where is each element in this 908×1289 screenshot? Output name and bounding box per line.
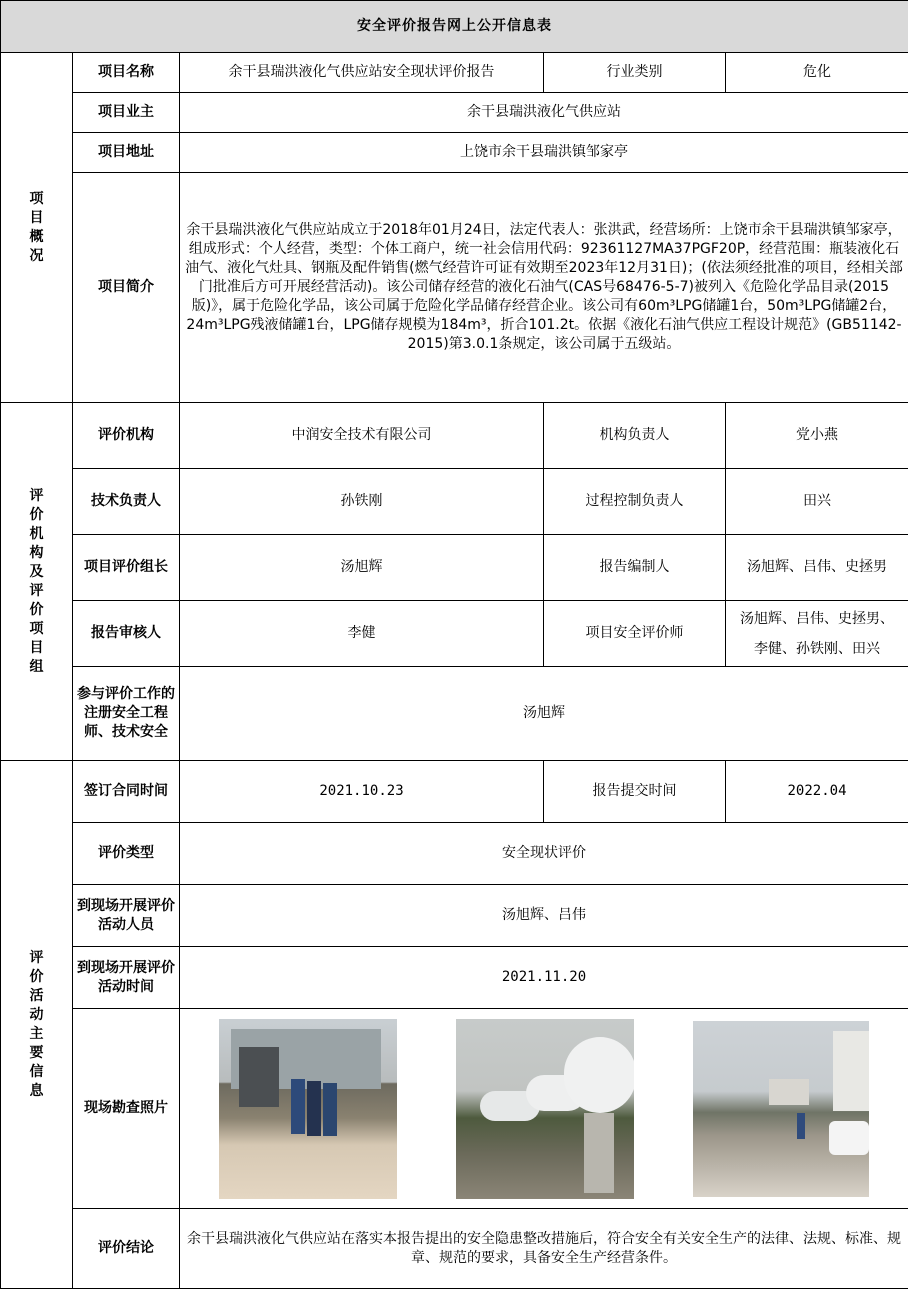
- project-intro-value: 余干县瑞洪液化气供应站成立于2018年01月24日，法定代表人：张洪武，经营场所：上饶市余干县瑞洪镇邹家亭，组成形式：个人经营，类型：个体工商户，统一社会信用代码：92361127MA37PGF20P，经营范围：瓶装液化石油气、液化气灶具、钢瓶及配件销售(燃气经营许可证有效期至2023年12月31日)；(依法须经批准的项目，经相关部门批准后方可开展经营活动)。该公司储存经营的液化石油气(CAS号68476-5-7)被列入《危险化学品目录(2015版)》，属于危险化学品，该公司属于危险化学品储存经营企业。该公司有60m³LPG储罐1台，50m³LPG储罐2台，24m³LPG残液储罐1台，LPG储存规模为184m³，折合101.2t。依据《液化石油气供应工程设计规范》(GB51142-2015)第3.0.1条规定，该公司属于五级站。: [180, 173, 908, 403]
- site-photo-1: [219, 1019, 397, 1199]
- onsite-staff-value: 汤旭辉、吕伟: [180, 885, 908, 947]
- compiler-value: 汤旭辉、吕伟、史拯男: [726, 535, 908, 601]
- conclusion-label: 评价结论: [73, 1209, 180, 1289]
- project-name-label: 项目名称: [73, 53, 180, 93]
- section-activity: 评价活动主要信息: [1, 761, 73, 1289]
- onsite-time-value: 2021.11.20: [180, 947, 908, 1009]
- reviewer-label: 报告审核人: [73, 601, 180, 667]
- agency-value: 中润安全技术有限公司: [180, 403, 544, 469]
- project-intro-label: 项目简介: [73, 173, 180, 403]
- team-leader-value: 汤旭辉: [180, 535, 544, 601]
- page-title: 安全评价报告网上公开信息表: [1, 1, 908, 53]
- evaluators-value: [726, 601, 908, 667]
- conclusion-value: 余干县瑞洪液化气供应站在落实本报告提出的安全隐患整改措施后，符合安全有关安全生产的法律、法规、标准、规章、规范的要求，具备安全生产经营条件。: [180, 1209, 908, 1289]
- agency-head-value: 党小燕: [726, 403, 908, 469]
- process-head-value: 田兴: [726, 469, 908, 535]
- project-address-label: 项目地址: [73, 133, 180, 173]
- site-photos-label: 现场勘查照片: [73, 1009, 180, 1209]
- tech-head-value: 孙铁刚: [180, 469, 544, 535]
- site-photo-3: [693, 1021, 869, 1197]
- submit-date-label: 报告提交时间: [544, 761, 726, 823]
- team-leader-label: 项目评价组长: [73, 535, 180, 601]
- onsite-time-label: 到现场开展评价活动时间: [73, 947, 180, 1009]
- site-photos: [180, 1019, 908, 1199]
- evaluation-type-value: 安全现状评价: [180, 823, 908, 885]
- evaluators-line-2: 李健、孙铁刚、田兴: [754, 640, 880, 657]
- project-owner-label: 项目业主: [73, 93, 180, 133]
- reviewer-value: 李健: [180, 601, 544, 667]
- contract-date-value: 2021.10.23: [180, 761, 544, 823]
- industry-value: 危化: [726, 53, 908, 93]
- project-owner-value: 余干县瑞洪液化气供应站: [180, 93, 908, 133]
- site-photos-cell: [180, 1009, 908, 1209]
- onsite-staff-label: 到现场开展评价活动人员: [73, 885, 180, 947]
- section-org: 评价机构及评价项目组: [1, 403, 73, 761]
- agency-head-label: 机构负责人: [544, 403, 726, 469]
- section-overview: 项目概况: [1, 53, 73, 403]
- process-head-label: 过程控制负责人: [544, 469, 726, 535]
- agency-label: 评价机构: [73, 403, 180, 469]
- industry-label: 行业类别: [544, 53, 726, 93]
- contract-date-label: 签订合同时间: [73, 761, 180, 823]
- engineers-value: 汤旭辉: [180, 667, 908, 761]
- submit-date-value: 2022.04: [726, 761, 908, 823]
- project-name-value: 余干县瑞洪液化气供应站安全现状评价报告: [180, 53, 544, 93]
- engineers-label: 参与评价工作的注册安全工程师、技术安全: [73, 667, 180, 761]
- compiler-label: 报告编制人: [544, 535, 726, 601]
- project-address-value: 上饶市余干县瑞洪镇邹家亭: [180, 133, 908, 173]
- evaluation-type-label: 评价类型: [73, 823, 180, 885]
- evaluators-label: 项目安全评价师: [544, 601, 726, 667]
- evaluators-line-1: 汤旭辉、吕伟、史拯男、: [740, 610, 894, 627]
- tech-head-label: 技术负责人: [73, 469, 180, 535]
- site-photo-2: [456, 1019, 634, 1199]
